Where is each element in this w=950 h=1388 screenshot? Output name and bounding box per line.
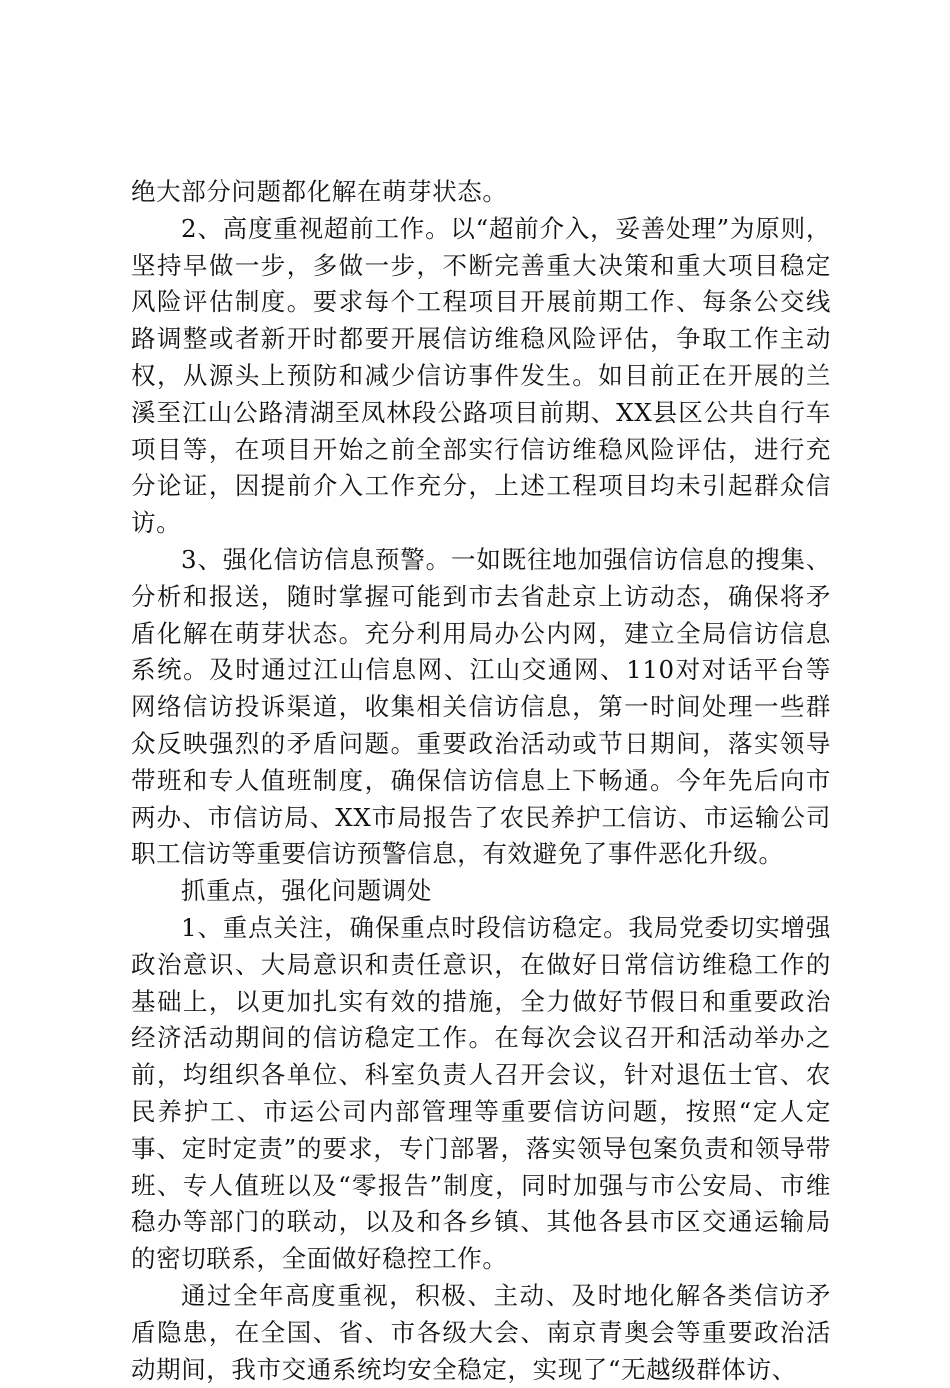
paragraph-1: 绝大部分问题都化解在萌芽状态。 [131, 177, 508, 206]
section-heading: 抓重点，强化问题调处 [181, 876, 432, 906]
document-body [131, 174, 831, 1388]
paragraph-4: 1、重点关注，确保重点时段信访稳定。我局党委切实增强政治意识、大局意识和责任意识，在做好日常信访维稳工作的基础上，以更加扎实有效的措施，全力做好节假日和重要政治经济活动期间的信访稳定工作。在每次会议召开和活动举办之前，均组织各单位、科室负责人召开会议，针对退伍士官、农民养护工、市运公司内部管理等重要信访问题，按照“定人定事、定时定责”的要求，专门部署，落实领导包案负责和领导带班、专人值班以及“零报告”制度，同时加强与市公安局、市维稳办等部门的联动，以及和各乡镇、其他各县市区交通运输局的密切联系，全面做好稳控工作。 [131, 912, 831, 1274]
paragraph-2: 2、高度重视超前工作。以“超前介入，妥善处理”为原则，坚持早做一步，多做一步，不断完善重大决策和重大项目稳定风险评估制度。要求每个工程项目开展前期工作、每条公交线路调整或者新开时都要开展信访维稳风险评估，争取工作主动权，从源头上预防和减少信访事件发生。如目前正在开展的兰溪至江山公路清湖至凤林段公路项目前期、XX县区公共自行车项目等，在项目开始之前全部实行信访维稳风险评估，进行充分论证，因提前介入工作充分，上述工程项目均未引起群众信访。 [131, 213, 831, 538]
paragraph-3: 3、强化信访信息预警。一如既往地加强信访信息的搜集、分析和报送，随时掌握可能到市去省赴京上访动态，确保将矛盾化解在萌芽状态。充分利用局办公内网，建立全局信访信息系统。及时通过江山信息网、江山交通网、110对对话平台等网络信访投诉渠道，收集相关信访信息，第一时间处理一些群众反映强烈的矛盾问题。重要政治活动或节日期间，落实领导带班和专人值班制度，确保信访信息上下畅通。今年先后向市两办、市信访局、XX市局报告了农民养护工信访、市运输公司职工信访等重要信访预警信息，有效避免了事件恶化升级。 [131, 544, 831, 869]
paragraph-5: 通过全年高度重视，积极、主动、及时地化解各类信访矛盾隐患，在全国、省、市各级大会、南京青奥会等重要政治活动期间，我市交通系统均安全稳定，实现了“无越级群体访、 [131, 1280, 831, 1384]
